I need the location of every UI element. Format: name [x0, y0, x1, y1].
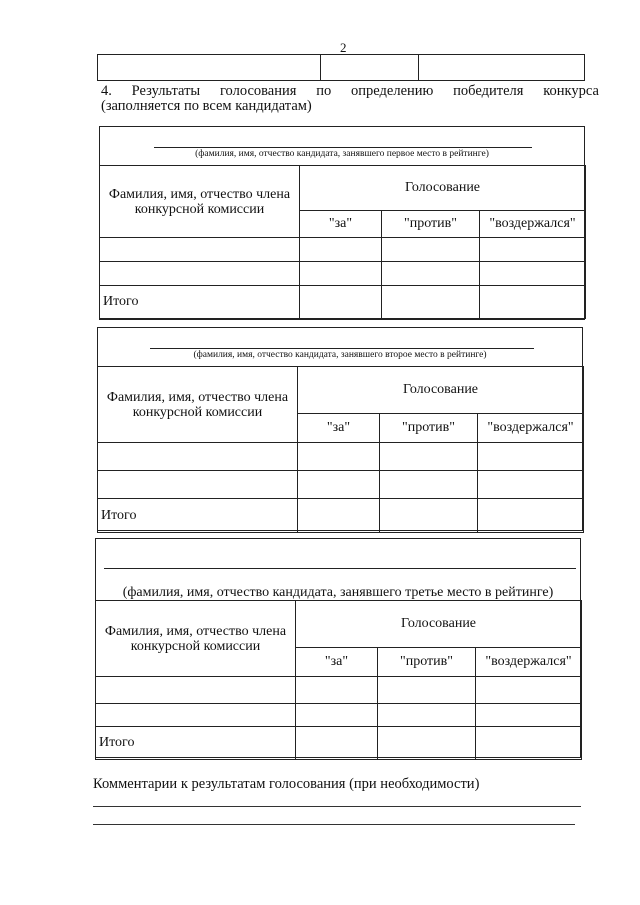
- table-row: [100, 238, 586, 262]
- vote-abstain-header: "воздержался": [480, 211, 586, 238]
- vote-abstain-header: "воздержался": [476, 648, 582, 677]
- candidate-caption: (фамилия, имя, отчество кандидата, занявшего второе место в рейтинге): [193, 350, 487, 360]
- column-divider: [418, 55, 419, 80]
- comment-line: [93, 806, 581, 807]
- total-label: Итого: [98, 499, 298, 533]
- total-row: [96, 727, 582, 760]
- table-row: [96, 704, 582, 727]
- table-row: [98, 443, 584, 471]
- candidate-name-line: [104, 568, 576, 569]
- member-header: Фамилия, имя, отчество члена конкурсной комиссии: [96, 601, 296, 677]
- candidate-caption: (фамилия, имя, отчество кандидата, занявшего третье место в рейтинге): [122, 585, 554, 600]
- vote-for-header: "за": [300, 211, 382, 238]
- voting-header: Голосование: [300, 166, 586, 211]
- heading-line-1: [101, 84, 599, 99]
- candidate-caption: (фамилия, имя, отчество кандидата, занявшего первое место в рейтинге): [195, 149, 489, 159]
- candidate-2-block: [97, 327, 583, 531]
- vote-against-header: "против": [382, 211, 480, 238]
- voting-header: Голосование: [298, 367, 584, 414]
- vote-against-header: "против": [378, 648, 476, 677]
- voting-table: [99, 165, 586, 319]
- candidate-name-line: [154, 147, 532, 148]
- section-4-heading: [101, 84, 599, 114]
- table-row: [98, 471, 584, 499]
- heading-word: по: [316, 83, 332, 99]
- previous-table-last-row: [97, 54, 585, 81]
- column-divider: [320, 55, 321, 80]
- member-header: Фамилия, имя, отчество члена конкурсной комиссии: [100, 166, 300, 238]
- total-row: [100, 286, 586, 319]
- voting-table: [95, 600, 582, 760]
- vote-for-header: "за": [296, 648, 378, 677]
- total-label: Итого: [100, 286, 300, 319]
- comments-label: Комментарии к результатам голосования (при необходимости): [93, 776, 480, 792]
- table-row: [96, 677, 582, 704]
- candidate-3-block: [95, 538, 581, 758]
- vote-against-header: "против": [380, 414, 478, 443]
- heading-word: 4.: [101, 83, 112, 99]
- total-label: Итого: [96, 727, 296, 760]
- heading-line-2: (заполняется по всем кандидатам): [101, 98, 312, 114]
- heading-word: конкурса: [543, 83, 599, 99]
- voting-table: [97, 366, 584, 533]
- vote-for-header: "за": [298, 414, 380, 443]
- heading-word: Результаты: [131, 83, 201, 99]
- member-header: Фамилия, имя, отчество члена конкурсной комиссии: [98, 367, 298, 443]
- comment-line: [93, 824, 575, 825]
- heading-word: определению: [351, 83, 434, 99]
- page-number: 2: [340, 40, 347, 55]
- table-row: [100, 262, 586, 286]
- candidate-1-block: [99, 126, 585, 320]
- total-row: [98, 499, 584, 533]
- voting-header: Голосование: [296, 601, 582, 648]
- candidate-name-line: [150, 348, 534, 349]
- heading-word: голосования: [219, 83, 297, 99]
- heading-word: победителя: [453, 83, 524, 99]
- vote-abstain-header: "воздержался": [478, 414, 584, 443]
